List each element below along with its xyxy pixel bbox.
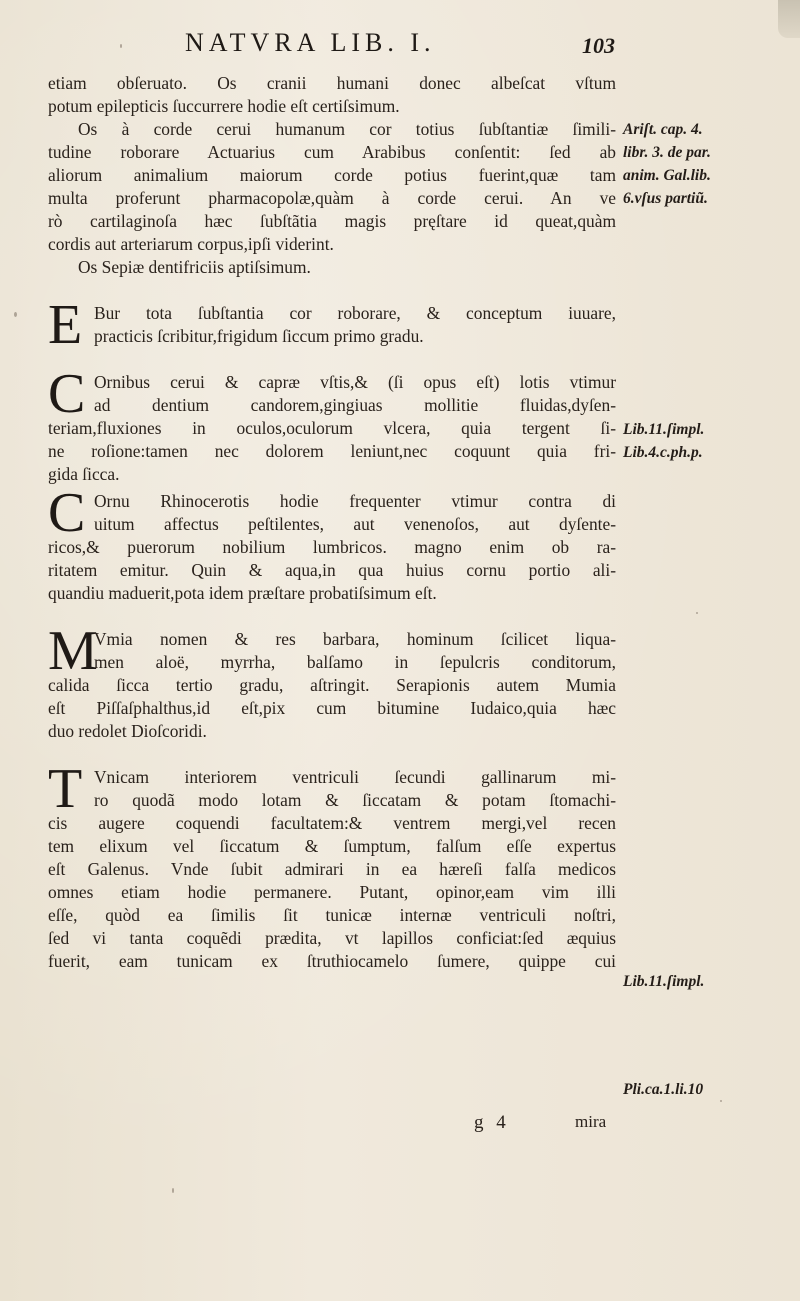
paper-speck	[14, 312, 17, 317]
drop-cap-block	[48, 482, 616, 544]
text-line: uitum affectus peſtilentes, aut venenoſos, aut dyſente-	[94, 514, 616, 534]
margin-note-simpl-2	[623, 970, 793, 993]
paragraph-ebur	[48, 294, 616, 356]
drop-cap-initial: T	[48, 758, 83, 820]
text-line: cordis aut arteriarum corpus,ipſi viderint.	[48, 234, 334, 254]
text-line: quandiu maduerit,pota idem præſtare probatiſsimum eſt.	[48, 583, 437, 603]
text-line: potum epilepticis ſuccurrere hodie eſt certiſsimum.	[48, 96, 400, 116]
paragraph-cornua-cerui	[48, 363, 616, 486]
margin-note-line: anim. Gal.lib.	[623, 167, 711, 184]
text-line: ne roſione:tamen nec dolorem leniunt,nec coquunt quia fri-	[48, 441, 616, 461]
text-line: Vnicam interiorem ventriculi ſecundi gallinarum mi-	[94, 767, 616, 787]
text-line: fuerit, eam tunicam ex ſtruthiocamelo ſumere, quippe cui	[48, 951, 616, 971]
catchword: mira	[575, 1112, 607, 1131]
margin-note-line: Ariſt. cap. 4.	[623, 121, 703, 138]
text-line: Os à corde cerui humanum cor totius ſubſtantiæ ſimili-	[78, 119, 616, 139]
margin-note-line: Lib.11.ſimpl.	[623, 421, 705, 438]
margin-note-line: 6.vſus partiũ.	[623, 190, 708, 207]
text-line: ro quodã modo lotam & ſiccatam & potam ſtomachi-	[94, 790, 616, 810]
drop-cap-block	[48, 758, 616, 820]
text-line: teriam,fluxiones in oculos,oculorum vlcera, quia tergent ſi-	[48, 418, 616, 438]
text-line: practicis ſcribitur,frigidum ſiccum primo gradu.	[94, 326, 424, 346]
text-line: multa proferunt pharmacopolæ,quàm à corde cerui. An ve	[48, 188, 616, 208]
drop-cap-lines	[94, 628, 616, 674]
paper-speck	[172, 1188, 174, 1193]
paper-speck	[120, 44, 122, 48]
text-line: ritatem emitur. Quin & aqua,in qua huius cornu portio ali-	[48, 560, 616, 580]
paragraph-sepia	[48, 256, 616, 279]
text-line: calida ſicca tertio gradu, aſtringit. Serapionis autem Mumia	[48, 675, 616, 695]
drop-cap-lines	[94, 371, 616, 417]
margin-note-line: Lib.4.c.ph.p.	[623, 444, 703, 461]
text-line: gida ſicca.	[48, 464, 120, 484]
text-line: Bur tota ſubſtantia cor roborare, & conceptum iuuare,	[94, 303, 616, 323]
text-line: rò cartilaginoſa hæc ſubſtãtia magis pręſtare id queat,quàm	[48, 211, 616, 231]
text-line: etiam obſeruato. Os cranii humani donec albeſcat vſtum	[48, 73, 616, 93]
text-line: ricos,& puerorum nobilium lumbricos. magno enim ob ra-	[48, 537, 616, 557]
text-line: omnes etiam hodie permanere. Putant, opinor,eam vim illi	[48, 882, 616, 902]
text-line: duo redolet Dioſcoridi.	[48, 721, 207, 741]
signature-mark: g 4	[474, 1112, 510, 1133]
text-line: eſt Piſſaſphalthus,id eſt,pix cum bitumine Iudaico,quia hæc	[48, 698, 616, 718]
text-line: Os Sepiæ dentifriciis aptiſsimum.	[78, 257, 311, 277]
drop-cap-block	[48, 620, 616, 682]
paragraph-cranium	[48, 72, 616, 118]
paragraph-mumia	[48, 620, 616, 743]
drop-cap-lines	[94, 302, 616, 348]
drop-cap-initial: C	[48, 363, 86, 425]
drop-cap-initial: E	[48, 294, 83, 356]
text-line: Ornu Rhinocerotis hodie frequenter vtimur contra di	[94, 491, 616, 511]
paragraph-rhinoceros	[48, 482, 616, 605]
paper-speck	[720, 1100, 722, 1102]
folio-number: 103	[582, 33, 615, 58]
text-line: Vmia nomen & res barbara, hominum ſcilicet liqua-	[94, 629, 616, 649]
drop-cap-initial: M	[48, 620, 98, 682]
text-line: ad dentium candorem,gingiuas mollitie fluidas,dyſen-	[94, 395, 616, 415]
text-line: Ornibus cerui & capræ vſtis,& (ſi opus eſt) lotis vtimur	[94, 372, 616, 392]
margin-note-aristotle	[623, 118, 793, 210]
drop-cap-block	[48, 294, 616, 356]
drop-cap-initial: C	[48, 482, 86, 544]
text-line: cis augere coquendi facultatem:& ventrem mergi,vel recen	[48, 813, 616, 833]
text-line: tudine roborare Actuarius cum Arabibus conſentit: ſed ab	[48, 142, 616, 162]
drop-cap-lines	[94, 490, 616, 536]
text-line: eſt Galenus. Vnde ſubit admirari in ea hæreſi falſa medicos	[48, 859, 616, 879]
drop-cap-block	[48, 363, 616, 425]
margin-note-simpl	[623, 418, 793, 464]
text-line: aliorum animalium maiorum corde potius fuerint,quæ tam	[48, 165, 616, 185]
margin-note-line: Lib.11.ſimpl.	[623, 973, 705, 990]
drop-cap-lines	[94, 766, 616, 812]
text-line: eſſe, quòd ea ſimilis ſit tunicæ internæ ventriculi noſtri,	[48, 905, 616, 925]
main-text-block	[48, 72, 616, 973]
running-head: NATVRA LIB. I.	[185, 28, 436, 57]
paper-speck	[696, 612, 698, 614]
margin-note-pliny	[623, 1078, 793, 1101]
text-line: men aloë, myrrha, balſamo in ſepulcris conditorum,	[94, 652, 616, 672]
paragraph-tunica	[48, 758, 616, 973]
text-line: ſed vi tanta coquẽdi prædita, vt lapillos conficiat:ſed æquius	[48, 928, 616, 948]
paragraph-cerui-cor	[48, 118, 616, 256]
margin-note-line: Pli.ca.1.li.10	[623, 1081, 704, 1098]
text-line: tem elixum vel ſiccatum & ſumptum, falſum eſſe expertus	[48, 836, 616, 856]
margin-note-line: libr. 3. de par.	[623, 144, 711, 161]
page-corner-fold	[778, 0, 800, 38]
